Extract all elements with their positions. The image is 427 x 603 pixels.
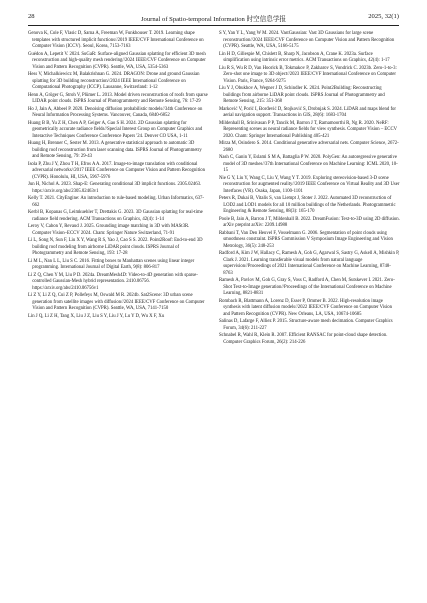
reference-entry: Lin J Q, Li Z H, Tang X, Liu J Z, Liu S Y, Liu J Y, Lu Y D, Wu X F, Xu [28, 313, 165, 319]
reference-entry: Radford A, Kim J W, Hallacy C, Ramesh A, Goh G, Agarwal S, Sastry G, Askell A, Mishkin P, Clark J. 2021. Learning transferable visual models from natural language supervision//Proceedings of 2021 International Conference on Machine Learning, 8748-8763 [219, 251, 400, 276]
reference-entry: Schnabel R, Wahl R, Klein R. 2007. Efficient RANSAC for point-cloud shape detection. Computer Graphics Forum, 26(2): 214-226 [219, 333, 388, 345]
reference-entry: Guédon A, Lepetit V. 2024. SuGaR: Surface-aligned Gaussian splatting for efficient 3D mesh reconstruction and high-quality mesh rendering//2024 IEEE/CVF Conference on Computer Vision and Pattern Recognition (CVPR). Seattle, WA, USA, 5354-5363 [28, 51, 206, 70]
reference-entry: Hess V, Michalkiewicz M, Balakrishnan G. 2024. DRAGON: Drone and ground Gaussian splatting for 3D building reconstruction//2024 IEEE International Conference on Computational Photography (ICCP). Lausanne, Switzerland: 1-12 [28, 72, 200, 91]
reference-entry: Ramesh A, Pavlov M, Goh G, Gray S, Voss C, Radford A, Chen M, Sutskever I. 2021. Zero-Shot Text-to-Image generation//Proceedings of the International Conference on Machine Learning, 8821-8831 [219, 278, 395, 297]
reference-entry: Lin H D, Gillespie M, Chislett B, Sharp N, Jacobson A, Crane K. 2023a. Surface simplification using intrinsic error metrics. ACM Transactions on Graphics, 42(4): 1-17 [219, 51, 390, 64]
reference-entry: Mildenhall B, Srinivasan P P, Tancik M, Barron J T, Ramamoorthi R, Ng R. 2020. NeRF: Representing scenes as neural radiance fields for view synthesis. Computer Vision – ECCV 2020. Cham: Springer International Publishing 405-421 [219, 120, 397, 139]
reference-entry: Huang H, Brenner C, Sester M. 2013. A generative statistical approach to automatic 3D building roof reconstruction from laser scanning data. ISPRS Journal of Photogrammetry and Remote Sensing, 79: 29-43 [28, 141, 202, 160]
reference-entry: Liu R S, Wu R D, Van Hoorick B, Tokmakov P, Zakharov S, Vondrick C. 2023b. Zero-1-to-3: Zero-shot one image to 3D object//2023 IEEE/CVF International Conference on Computer Vision. Paris, France, 9264-9275 [219, 65, 397, 84]
reference-entry: S Y, Yan Y L, Yang W M. 2024. VastGaussian: Vast 3D Gaussians for large scene reconstruction//2024 IEEE/CVF Conference on Computer Vision and Pattern Recognition (CVPR). Seattle, WA, USA, 5166-5175 [219, 31, 395, 50]
reference-entry: Rabbani T, Van Den Heuvel F, Vosselmann G. 2006. Segmentation of point clouds using smoothness constraint. ISPRS Commission V Symposium Image Engineering and Vision Metrology, 36(5): 248-253 [219, 230, 393, 249]
reference-entry: Rombach R, Blattmann A, Lorenz D, Esser P, Ommer B. 2022. High-resolution image synthesis with latent diffusion models//2022 IEEE/CVF Conference on Computer Vision and Pattern Recognition (CVPR). New Orleans, LA, USA, 10674-10685 [219, 298, 392, 317]
references-left-column [28, 31, 208, 321]
reference-entry: Poole B, Jain A, Barron J T, Mildenhall B. 2022. DreamFusion: Text-to-3D using 2D diffusion. arXiv preprint arXiv: 2209.14988 [219, 216, 400, 229]
reference-entry: Isola P, Zhu J Y, Zhou T H, Efros A A. 2017. Image-to-image translation with conditional adversarial networks//2017 IEEE Conference on Computer Vision and Pattern Recognition (CVPR). Honolulu, HI, USA, 5967-5976 [28, 161, 206, 180]
reference-entry: Li Z Y, Li Z Q, Cui Z P, Pollefeys M, Oswald M R. 2024b. Sat2Scene: 3D urban scene generation from satellite images with diffusion//2024 IEEE/CVF Conference on Computer Vision and Pattern Recognition (CVPR). Seattle, WA, USA, 7141-7150 [28, 293, 205, 312]
reference-entry: Nie G Y, Liu Y, Wang C, Liu Y, Wang Y T. 2019. Exploring stereovision-based 3-D scene reconstruction for augmented reality//2019 IEEE Conference on Virtual Reality and 3D User Interfaces (VR). Osaka, Japan, 1100-1101 [219, 175, 400, 194]
reference-entry: Li M L, Nan L L, Liu S C. 2016. Fitting boxes to Manhattan scenes using linear integer programming. International Journal of Digital Earth, 9(8): 806-817 [28, 258, 195, 271]
reference-entry: Liu Y J, Obukhov A, Wegner J D, Schindler K. 2024. Point2Building: Reconstructing buildings from airborne LiDAR point clouds. ISPRS Journal of Photogrammetry and Remote Sensing, 215: 351-368 [219, 86, 385, 105]
reference-entry: Genova K, Cole F, Vlasic D, Sarna A, Freeman W, Funkhouser T. 2019. Learning shape templates with structured implicit functions//2019 IEEE/CVF International Conference on Computer Vision (ICCV). Seoul, Korea, 7153-7163 [28, 31, 204, 50]
reference-entry: Nash C, Ganin Y, Eslami S M A, Battaglia P W. 2020. PolyGen: An autoregressive generative model of 3D meshes//37th International Conference on Machine Learning: ICML 2020, 10-15 [219, 155, 398, 174]
reference-entry: Jun H, Nichol A. 2023. Shap-E: Generating conditional 3D implicit functions. 2305.02463. https://arxiv.org/abs/2305.02463v1 [28, 182, 202, 194]
reference-entry: Salinas D, Lafarge F, Alliez P. 2015. Structure-aware mesh decimation. Computer Graphics Forum, 34(6): 211-227 [219, 319, 393, 331]
reference-entry: Peters R, Dukai B, Vitalis S, van Liempt J, Stoter J. 2022. Automated 3D reconstruction of LOD2 and LOD1 models for all 10 million buildings of the Netherlands. Photogrammetric Engineering & Remote Sensing, 88(3): 165-170 [219, 196, 396, 215]
page-number: 28 [28, 13, 35, 20]
reference-entry: Kerbl B, Kopanas G, Leimkuehler T, Drettakis G. 2023. 3D Gaussian splatting for real-time radiance field rendering. ACM Transactions on Graphics, 42(4): 1-14 [28, 210, 203, 222]
reference-entry: Ho J, Jain A, Abbeel P. 2020. Denoising diffusion probabilistic models//34th Conference on Neural Information Processing Systems. Vancouver, Canada, 6840-6852 [28, 106, 203, 119]
reference-entry: Li L, Song N, Sun F, Liu X Y, Wang R S, Yao J, Cao S S. 2022. Point2Roof: End-to-end 3D building roof modeling from airborne LiDAR point clouds. ISPRS Journal of Photogrammetry and Remote Sensing, 193: 17-28 [28, 238, 203, 257]
reference-entry: Li Z Q, Chen Y M, Liu P D. 2024a. DreamMesh4D: Video-to-4D generation with sparse-controlled Gaussian-Mesh hybrid representation. 2410.06756. https://arxiv.org/abs/2410.06756v1 [28, 272, 198, 291]
reference-entry: Mirza M, Osindero S. 2014. Conditional generative adversarial nets. Computer Science, 2672-2680 [219, 141, 399, 153]
reference-entry: Henn A, Gröger G, Stroh V, Plümer L. 2013. Model driven reconstruction of roofs from sparse LIDAR point clouds. ISPRS Journal of Photogrammetry and Remote Sensing, 76: 17-29 [28, 92, 208, 105]
journal-title: Journal of Spatio-temporal Information 时空信息学报 [140, 16, 287, 23]
header-rule [28, 25, 399, 26]
reference-entry: Kelly T. 2021. CityEngine: An introduction to rule-based modeling. Urban Informatics, 637-662 [28, 196, 204, 208]
volume-issue: 2025, 32(1) [368, 13, 399, 20]
reference-entry: Marković V, Porić I, Đorđević D, Stojković S, Drobnjak S. 2024. LiDAR and maps blend for aerial navigation support. Transactions in GIS, 28(6): 1683-1704 [219, 106, 397, 119]
page-header [28, 13, 399, 25]
reference-entry: Leroy V, Cabon Y, Revaud J. 2025. Grounding image matching in 3D with MASt3R. Computer Vision–ECCV 2024. Cham: Springer Nature Switzerland, 71-91 [28, 224, 190, 236]
reference-entry: Huang B B, Yu Z H, Chen A P, Geiger A, Gao S H. 2024. 2D Gaussian splatting for geometrically accurate radiance fields//Special Interest Group on Computer Graphics and Interactive Techniques Conference Conference Papers '24. Denver CO USA, 1-11 [28, 120, 203, 139]
references-right-column [219, 31, 400, 347]
